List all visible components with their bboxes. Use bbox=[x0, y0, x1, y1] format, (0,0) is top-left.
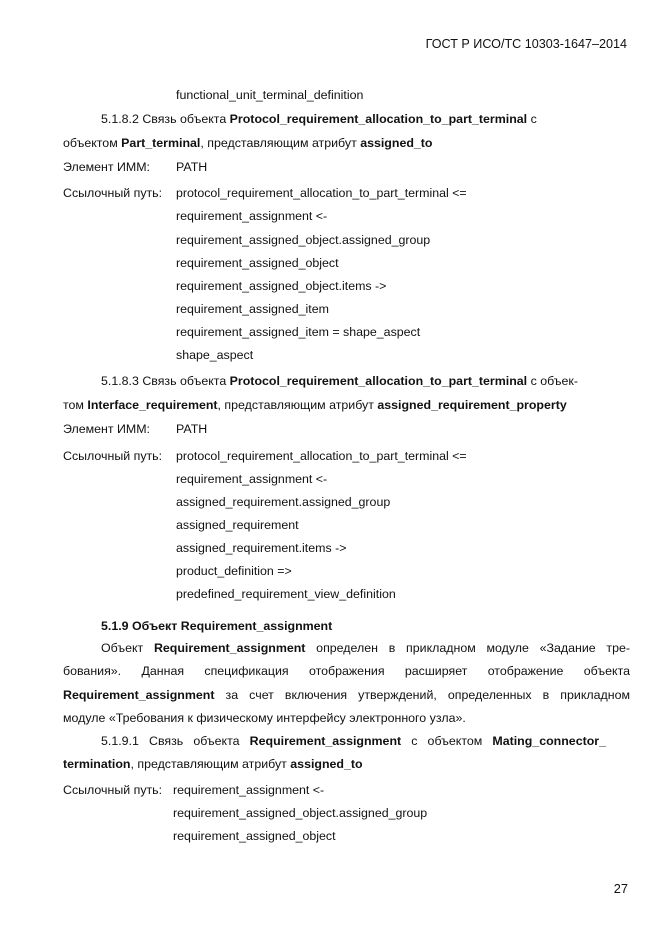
subclause-5-1-9-1-line2 bbox=[63, 757, 363, 772]
path-line: requirement_assignment <- bbox=[176, 209, 328, 223]
paragraph-text: определен в прикладном модуле «Задание тре- bbox=[305, 641, 631, 655]
ref-path-label: Ссылочный путь: bbox=[63, 449, 163, 463]
clause-text: 5.1.9.1 Связь объекта bbox=[101, 734, 250, 748]
element-imm-label: Элемент ИММ: bbox=[63, 160, 150, 174]
clause-text: с bbox=[527, 112, 537, 126]
paragraph-line bbox=[63, 688, 630, 703]
path-line: requirement_assigned_object.items -> bbox=[176, 279, 387, 293]
subclause-5-1-8-3-heading bbox=[101, 374, 578, 389]
paragraph-line: бования». Данная спецификация отображения расширяет отображение объекта bbox=[63, 664, 630, 678]
element-imm-value: PATH bbox=[176, 422, 208, 436]
path-line: requirement_assigned_item = shape_aspect bbox=[176, 325, 421, 339]
clause-text: 5.1.8.2 Связь объекта bbox=[101, 112, 230, 126]
clause-text: том bbox=[63, 398, 88, 412]
clause-text: , представляющим атрибут bbox=[130, 757, 291, 771]
clause-text: , представляющим атрибут bbox=[200, 136, 361, 150]
clause-text: с объектом bbox=[401, 734, 493, 748]
path-line: requirement_assigned_object bbox=[173, 829, 336, 843]
entity-name: Protocol_requirement_allocation_to_part_terminal bbox=[229, 374, 528, 388]
target-entity-name: Mating_connector_ bbox=[492, 734, 606, 748]
ref-path-label: Ссылочный путь: bbox=[63, 186, 163, 200]
subclause-5-1-8-3-line2 bbox=[63, 398, 567, 413]
path-line: protocol_requirement_allocation_to_part_terminal <= bbox=[176, 449, 467, 463]
path-line: requirement_assigned_object.assigned_group bbox=[173, 806, 428, 820]
path-line: requirement_assigned_object bbox=[176, 256, 339, 270]
target-entity-name: termination bbox=[63, 757, 131, 771]
path-line: assigned_requirement.assigned_group bbox=[176, 495, 391, 509]
document-header: ГОСТ Р ИСО/ТС 10303-1647–2014 bbox=[425, 37, 627, 51]
entity-name: Requirement_assignment bbox=[249, 734, 402, 748]
paragraph-text: Объект bbox=[101, 641, 154, 655]
attribute-name: assigned_requirement_property bbox=[377, 398, 567, 412]
clause-text: 5.1.8.3 Связь объекта bbox=[101, 374, 230, 388]
entity-name: Protocol_requirement_allocation_to_part_terminal bbox=[229, 112, 528, 126]
path-line: requirement_assignment <- bbox=[176, 472, 328, 486]
path-line: requirement_assignment <- bbox=[173, 783, 325, 797]
page-number: 27 bbox=[613, 881, 628, 896]
ref-path-label: Ссылочный путь: bbox=[63, 783, 163, 797]
entity-name: Requirement_assignment bbox=[153, 641, 306, 655]
paragraph-line: модуле «Требования к физическому интерфейсу электронного узла». bbox=[63, 711, 466, 725]
subclause-5-1-9-1-heading bbox=[101, 734, 606, 749]
entity-name: Requirement_assignment bbox=[63, 688, 215, 702]
path-line: requirement_assigned_item bbox=[176, 302, 329, 316]
subclause-5-1-8-2-heading bbox=[101, 112, 537, 127]
path-line: assigned_requirement.items -> bbox=[176, 541, 347, 555]
path-line: functional_unit_terminal_definition bbox=[176, 88, 364, 102]
path-line: assigned_requirement bbox=[176, 518, 299, 532]
path-line: requirement_assigned_object.assigned_group bbox=[176, 233, 431, 247]
attribute-name: assigned_to bbox=[290, 757, 363, 771]
clause-text: с объек- bbox=[527, 374, 578, 388]
target-entity-name: Part_terminal bbox=[121, 136, 201, 150]
clause-text: объектом bbox=[63, 136, 122, 150]
paragraph-text: за счет включения утверждений, определенных в прикладном bbox=[214, 688, 630, 702]
element-imm-label: Элемент ИММ: bbox=[63, 422, 150, 436]
target-entity-name: Interface_requirement bbox=[87, 398, 218, 412]
attribute-name: assigned_to bbox=[360, 136, 433, 150]
path-line: predefined_requirement_view_definition bbox=[176, 587, 396, 601]
path-line: shape_aspect bbox=[176, 348, 254, 362]
paragraph-line bbox=[101, 641, 630, 656]
clause-text: , представляющим атрибут bbox=[217, 398, 378, 412]
subclause-5-1-8-2-line2 bbox=[63, 136, 433, 151]
element-imm-value: PATH bbox=[176, 160, 208, 174]
path-line: product_definition => bbox=[176, 564, 292, 578]
path-line: protocol_requirement_allocation_to_part_terminal <= bbox=[176, 186, 467, 200]
clause-5-1-9-heading: 5.1.9 Объект Requirement_assignment bbox=[101, 619, 333, 633]
